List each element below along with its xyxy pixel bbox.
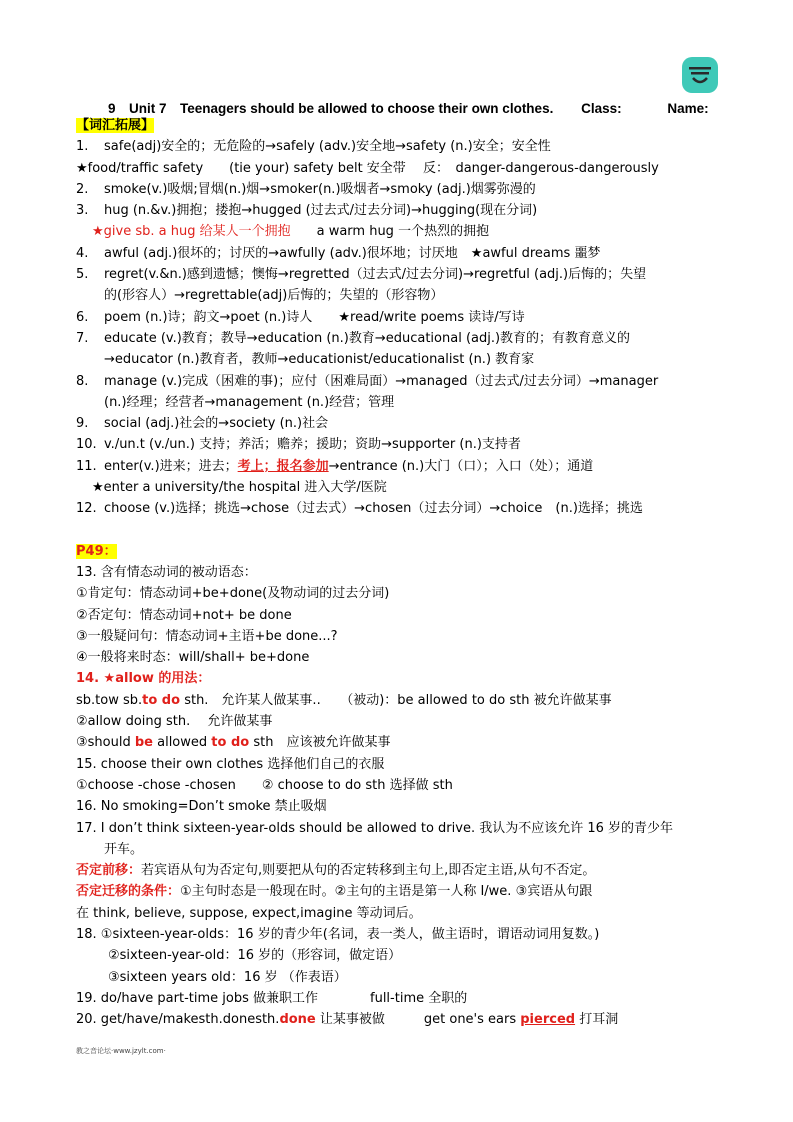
- section-title: 【词汇拓展】: [76, 118, 155, 133]
- grammar-continuation: 开车。: [104, 841, 144, 857]
- grammar-case: ③sixteen years old：16 岁 （作表语）: [108, 969, 347, 985]
- grammar-item: 17. I don’t think sixteen-year-olds should be allowed to drive. 我认为不应该允许 16 岁的青少年: [76, 820, 674, 836]
- negation-condition: 否定迁移的条件：①主句时态是一般现在时。②主句的主语是第一人称 I/we. ③宾语从句跟: [76, 884, 593, 900]
- worksheet-body: [76, 115, 726, 1030]
- vocab-continuation: (n.)经理；经营者→management (n.)经营；管理: [104, 394, 395, 410]
- vocab-note: ★food/traffic safety (tie your) safety belt 安全带 反： danger-dangerous-dangerously: [76, 160, 659, 176]
- vocab-item: 12. choose (v.)选择；挑选→chose（过去式）→chosen（过去分词）→choice (n.)选择；挑选: [76, 501, 643, 517]
- vocab-item: 2. smoke(v.)吸烟;冒烟(n.)烟→smoker(n.)吸烟者→smoky (adj.)烟雾弥漫的: [76, 181, 536, 197]
- grammar-item: 18. ①sixteen-year-olds：16 岁的青少年(名词，表一类人，做主语时，谓语动词用复数。): [76, 926, 600, 942]
- logo-icon: [682, 57, 718, 93]
- vocab-item: 7. educate (v.)教育；教导→education (n.)教育→educational (adj.)教育的；有教育意义的: [76, 330, 631, 346]
- page-header: [108, 97, 709, 117]
- grammar-case: ②否定句：情态动词+not+ be done: [76, 607, 292, 623]
- grammar-case: ①choose -chose -chosen ② choose to do sth 选择做 sth: [76, 777, 453, 793]
- grammar-case: ③一般疑问句：情态动词+主语+be done...?: [76, 628, 338, 644]
- grammar-item: 20. get/have/makesth.donesth.done 让某事被做 get one's ears pierced 打耳洞: [76, 1012, 619, 1028]
- grammar-case: ①肯定句：情态动词+be+done(及物动词的过去分词): [76, 586, 390, 602]
- name-label: Name:: [667, 101, 709, 116]
- class-label: Class:: [581, 101, 622, 116]
- grammar-case: ②allow doing sth. 允许做某事: [76, 714, 273, 730]
- vocab-continuation: →educator (n.)教育者，教师→educationist/educationalist (n.) 教育家: [104, 352, 535, 368]
- grammar-item: 19. do/have part-time jobs 做兼职工作 full-time 全职的: [76, 990, 468, 1006]
- grammar-case: ②sixteen-year-old：16 岁的（形容词，做定语）: [108, 948, 402, 964]
- vocab-item: 3. hug (n.&v.)拥抱；搂抱→hugged (过去式/过去分词)→hugging(现在分词): [76, 203, 538, 219]
- vocab-item: 9. social (adj.)社会的→society (n.)社会: [76, 416, 329, 432]
- vocab-item: 6. poem (n.)诗；韵文→poet (n.)诗人 ★read/write poems 读诗/写诗: [76, 309, 525, 325]
- grammar-case: ④一般将来时态：will/shall+ be+done: [76, 650, 310, 666]
- vocab-item: 4. awful (adj.)很坏的；讨厌的→awfully (adv.)很坏地；讨厌地 ★awful dreams 噩梦: [76, 245, 601, 261]
- grammar-case: ③should be allowed to do sth 应该被允许做某事: [76, 735, 391, 751]
- vocab-item: 1. safe(adj)安全的；无危险的→safely (adv.)安全地→safety (n.)安全；安全性: [76, 139, 551, 155]
- vocab-note: ★give sb. a hug 给某人一个拥抱 a warm hug 一个热烈的拥抱: [92, 224, 490, 240]
- lesson-title: 9 Unit 7 Teenagers should be allowed to choose their own clothes.: [108, 101, 554, 116]
- vocab-item: 10. v./un.t (v./un.) 支持；养活；赡养；援助；资助→supporter (n.)支持者: [76, 437, 521, 453]
- vocab-note: ★enter a university/the hospital 进入大学/医院: [92, 480, 387, 496]
- vocab-continuation: 的(形容人）→regrettable(adj)后悔的；失望的（形容物）: [104, 288, 444, 304]
- vocab-item: 11. enter(v.)进来；进去；考上；报名参加→entrance (n.)大门（口）；入口（处）；通道: [76, 458, 594, 474]
- grammar-case: sb.tow sb.to do sth. 允许某人做某事.. （被动)：be allowed to do sth 被允许做某事: [76, 692, 612, 708]
- grammar-item: 16. No smoking=Don’t smoke 禁止吸烟: [76, 799, 327, 815]
- footer-text: 教之音论坛·www.jzylt.com·: [76, 1047, 166, 1055]
- grammar-heading: 14. ★allow 的用法：: [76, 671, 211, 687]
- negation-note: 否定前移：若宾语从句为否定句,则要把从句的否定转移到主句上,即否定主语,从句不否定。: [76, 863, 596, 879]
- vocab-item: 8. manage (v.)完成（困难的事)；应付（困难局面）→managed（过去式/过去分词）→manager: [76, 373, 659, 389]
- negation-condition-cont: 在 think, believe, suppose, expect,imagine 等动词后。: [76, 905, 422, 921]
- vocab-item: 5. regret(v.&n.)感到遗憾；懊悔→regretted（过去式/过去分词)→regretful (adj.)后悔的；失望: [76, 267, 647, 283]
- grammar-item: 13. 含有情态动词的被动语态：: [76, 564, 257, 580]
- p49-tag: P49：: [76, 543, 117, 559]
- grammar-item: 15. choose their own clothes 选择他们自己的衣服: [76, 756, 385, 772]
